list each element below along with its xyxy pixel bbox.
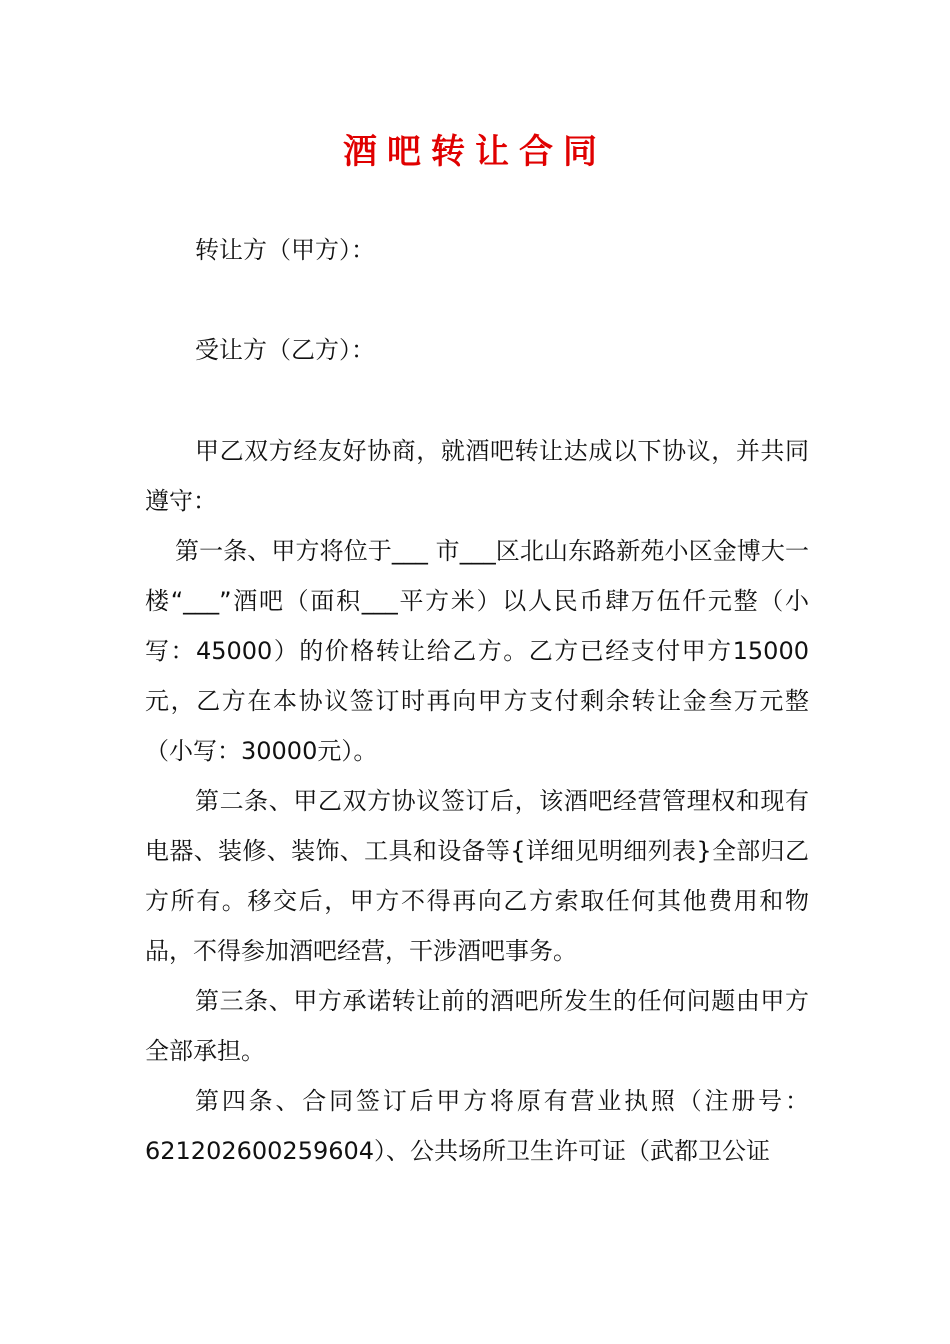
transferor-label: 转让方（甲方）： (195, 236, 375, 264)
article-4-paragraph: 第四条、合同签订后甲方将原有营业执照（注册号：621202600259604）、公共场所卫生许可证（武都卫公证 (145, 1087, 809, 1165)
article-3-paragraph: 第三条、甲方承诺转让前的酒吧所发生的任何问题由甲方全部承担。 (145, 987, 809, 1065)
intro-paragraph: 甲乙双方经友好协商，就酒吧转让达成以下协议，并共同遵守： (145, 437, 809, 515)
document-title: 酒吧转让合同 (343, 132, 607, 172)
contract-body (145, 426, 809, 1176)
transferee-label: 受让方（乙方）： (195, 336, 375, 364)
article-2-paragraph: 第二条、甲乙双方协议签订后，该酒吧经营管理权和现有电器、装修、装饰、工具和设备等{详细见明细列表}全部归乙方所有。移交后，甲方不得再向乙方索取任何其他费用和物品，不得参加酒吧经营，干涉酒吧事务。 (145, 787, 809, 965)
article-1-paragraph: 第一条、甲方将位于___ 市___区北山东路新苑小区金博大一楼“___”酒吧（面积___平方米）以人民币肆万伍仟元整（小写：45000）的价格转让给乙方。乙方已经支付甲方15000元，乙方在本协议签订时再向甲方支付剩余转让金叁万元整（小写：30000元）。 (145, 537, 809, 765)
